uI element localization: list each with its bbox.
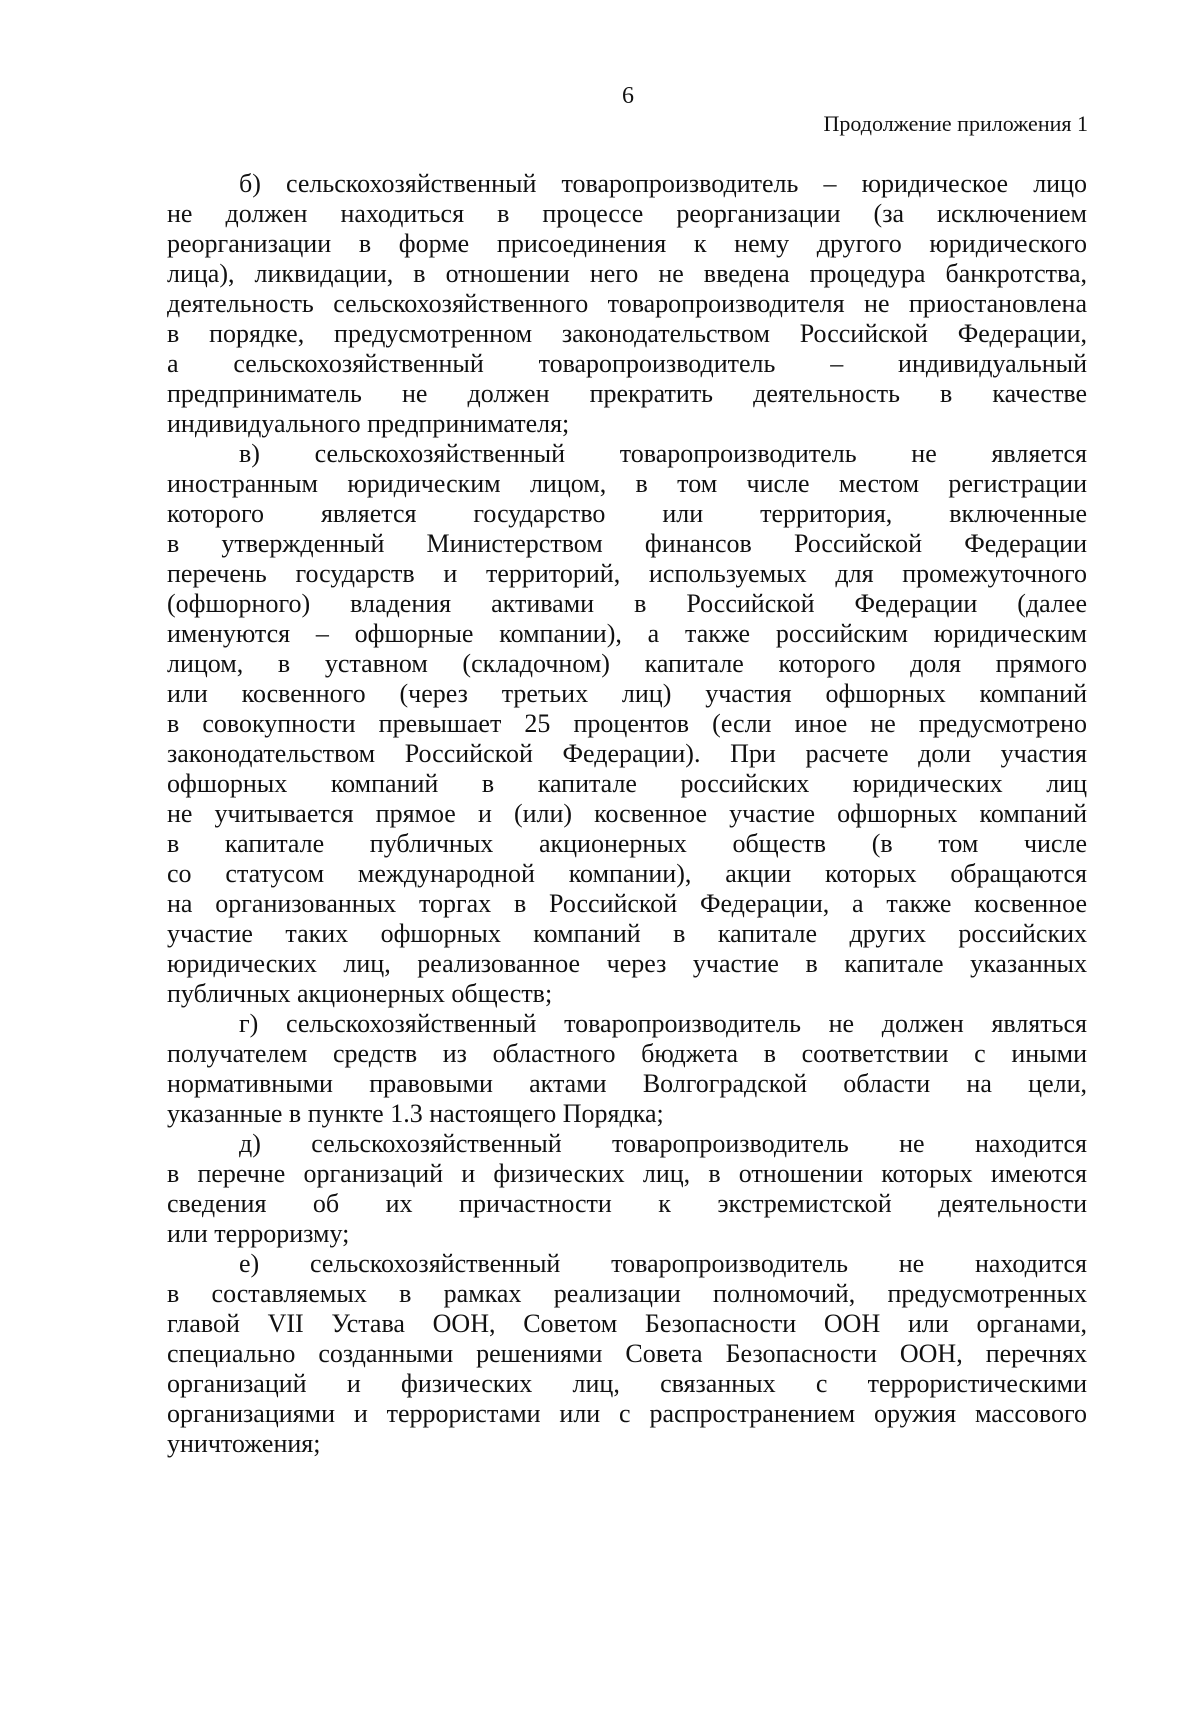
text-line: а сельскохозяйственный товаропроизводитель – индивидуальный: [167, 349, 1087, 378]
text-line: главой VII Устава ООН, Советом Безопасности ООН или органами,: [167, 1309, 1087, 1338]
paragraph-b: [167, 169, 1087, 439]
page-number: 6: [622, 83, 634, 109]
text-line: на организованных торгах в Российской Федерации, а также косвенное: [167, 889, 1087, 918]
text-line: указанные в пункте 1.3 настоящего Порядка;: [167, 1099, 664, 1128]
appendix-continuation-label: Продолжение приложения 1: [823, 111, 1088, 136]
text-line: д) сельскохозяйственный товаропроизводитель не находится: [239, 1129, 1087, 1158]
text-line: специально созданными решениями Совета Безопасности ООН, перечнях: [167, 1339, 1087, 1368]
text-line: е) сельскохозяйственный товаропроизводитель не находится: [239, 1249, 1087, 1278]
text-line: нормативными правовыми актами Волгоградской области на цели,: [167, 1069, 1087, 1098]
paragraph-g: [167, 1009, 1087, 1129]
text-line: организациями и террористами или с распространением оружия массового: [167, 1399, 1087, 1428]
text-line: офшорных компаний в капитале российских юридических лиц: [167, 769, 1087, 798]
text-line: получателем средств из областного бюджета в соответствии с иными: [167, 1039, 1087, 1068]
text-line: в утвержденный Министерством финансов Российской Федерации: [167, 529, 1087, 558]
text-line: юридических лиц, реализованное через участие в капитале указанных: [167, 949, 1087, 978]
text-line: или терроризму;: [167, 1219, 350, 1248]
text-line: законодательством Российской Федерации). При расчете доли участия: [167, 739, 1087, 768]
text-line: б) сельскохозяйственный товаропроизводитель – юридическое лицо: [239, 169, 1087, 198]
text-line: или косвенного (через третьих лиц) участия офшорных компаний: [167, 679, 1087, 708]
paragraph-v: [167, 439, 1087, 1009]
text-line: в совокупности превышает 25 процентов (если иное не предусмотрено: [167, 709, 1087, 738]
text-line: не должен находиться в процессе реорганизации (за исключением: [167, 199, 1087, 228]
text-line: в) сельскохозяйственный товаропроизводитель не является: [239, 439, 1087, 468]
text-line: сведения об их причастности к экстремистской деятельности: [167, 1189, 1087, 1218]
text-line: которого является государство или территория, включенные: [167, 499, 1087, 528]
text-line: участие таких офшорных компаний в капитале других российских: [167, 919, 1087, 948]
text-line: в порядке, предусмотренном законодательством Российской Федерации,: [167, 319, 1087, 348]
text-line: индивидуального предпринимателя;: [167, 409, 570, 438]
text-line: лицом, в уставном (складочном) капитале которого доля прямого: [167, 649, 1087, 678]
text-line: в перечне организаций и физических лиц, в отношении которых имеются: [167, 1159, 1087, 1188]
text-line: (офшорного) владения активами в Российской Федерации (далее: [167, 589, 1087, 618]
text-line: публичных акционерных обществ;: [167, 979, 553, 1008]
text-line: деятельность сельскохозяйственного товаропроизводителя не приостановлена: [167, 289, 1087, 318]
text-line: перечень государств и территорий, используемых для промежуточного: [167, 559, 1087, 588]
text-line: именуются – офшорные компании), а также российским юридическим: [167, 619, 1087, 648]
text-line: со статусом международной компании), акции которых обращаются: [167, 859, 1087, 888]
text-line: уничтожения;: [167, 1429, 321, 1458]
text-line: в капитале публичных акционерных обществ (в том числе: [167, 829, 1087, 858]
text-line: иностранным юридическим лицом, в том числе местом регистрации: [167, 469, 1087, 498]
text-line: предприниматель не должен прекратить деятельность в качестве: [167, 379, 1087, 408]
document-body: [167, 169, 1087, 1459]
text-line: г) сельскохозяйственный товаропроизводитель не должен являться: [239, 1009, 1087, 1038]
text-line: лица), ликвидации, в отношении него не введена процедура банкротства,: [167, 259, 1087, 288]
text-line: реорганизации в форме присоединения к нему другого юридического: [167, 229, 1087, 258]
text-line: не учитывается прямое и (или) косвенное участие офшорных компаний: [167, 799, 1087, 828]
paragraph-e: [167, 1249, 1087, 1459]
paragraph-d: [167, 1129, 1087, 1249]
text-line: организаций и физических лиц, связанных с террористическими: [167, 1369, 1087, 1398]
text-line: в составляемых в рамках реализации полномочий, предусмотренных: [167, 1279, 1087, 1308]
